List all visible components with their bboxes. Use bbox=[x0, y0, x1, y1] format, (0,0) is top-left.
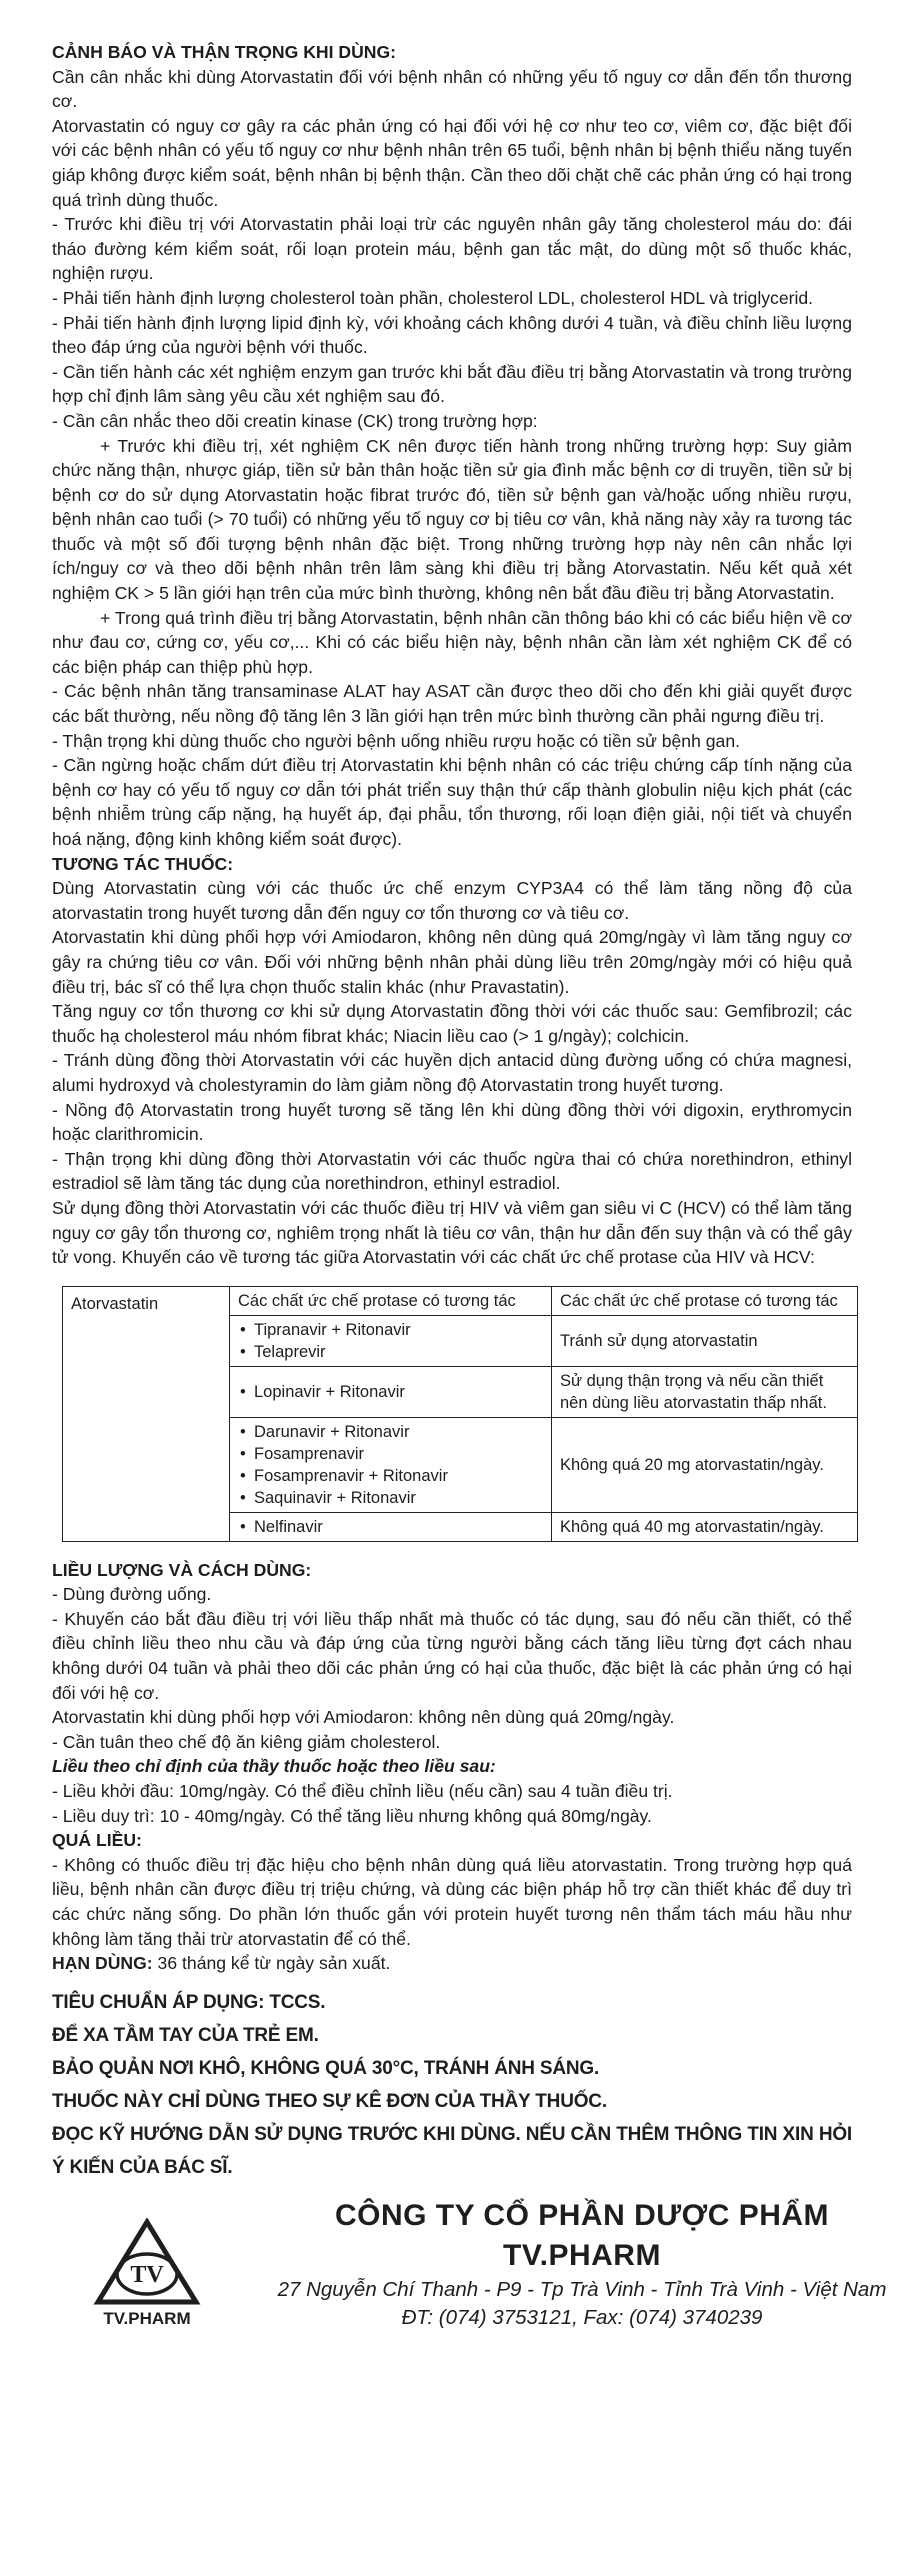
warnings-paragraph: - Cần tiến hành các xét nghiệm enzym gan trước khi bắt đầu điều trị bằng Atorvastatin và trong trường hợp chỉ định lâm sàng yêu cầu xét nghiệm sau đó. bbox=[52, 361, 852, 407]
interactions-paragraph: Tăng nguy cơ tổn thương cơ khi sử dụng Atorvastatin đồng thời với các thuốc sau: Gemfibrozil; các thuốc hạ cholesterol máu nhóm fibrat khác; Niacin liều cao (> 1 g/ngày); colchicin. bbox=[52, 1001, 852, 1046]
warnings-paragraph: - Các bệnh nhân tăng transaminase ALAT hay ASAT cần được theo dõi cho đến khi giải quyết được các bất thường, nếu nồng độ tăng lên 3 lần giới hạn trên mức bình thường cần phải ngưng điều trị. bbox=[52, 681, 852, 727]
notice-read-instructions: ĐỌC KỸ HƯỚNG DẪN SỬ DỤNG TRƯỚC KHI DÙNG. NẾU CẦN THÊM THÔNG TIN XIN HỎI Ý KIẾN CỦA BÁC SĨ. bbox=[52, 2123, 852, 2178]
company-footer bbox=[52, 2196, 887, 2336]
warnings-heading: CẢNH BÁO VÀ THẬN TRỌNG KHI DÙNG: bbox=[52, 42, 397, 62]
interactions-paragraph: - Nồng độ Atorvastatin trong huyết tương sẽ tăng lên khi dùng đồng thời với digoxin, erythromycin hoặc clarithromicin. bbox=[52, 1099, 852, 1145]
table-cell-advice: Sử dụng thận trọng và nếu cần thiết nên dùng liều atorvastatin thấp nhất. bbox=[552, 1366, 858, 1417]
logo-mark: TV bbox=[130, 2261, 164, 2288]
warnings-paragraph: Atorvastatin có nguy cơ gây ra các phản ứng có hại đối với hệ cơ như teo cơ, viêm cơ, đặc biệt đối với các bệnh nhân có yếu tố nguy cơ như bệnh nhân trên 65 tuổi, bệnh nhân bị bệnh thiểu năng tuyến giáp không được kiểm soát, bệnh nhân bị bệnh thận. Cần theo dõi chặt chẽ các phản ứng có hại trong quá trình dùng thuốc. bbox=[52, 115, 852, 210]
dosage-subheading: Liều theo chỉ định của thầy thuốc hoặc theo liều sau: bbox=[52, 1756, 496, 1777]
warnings-paragraph: + Trước khi điều trị, xét nghiệm CK nên được tiến hành trong những trường hợp: Suy giảm chức năng thận, nhược giáp, tiền sử bản thân hoặc tiền sử gia đình mắc bệnh cơ di truyền, tiền sử bị bệnh cơ do sử dụng Atorvastatin hoặc fibrat trước đó, tiền sử bệnh gan và/hoặc uống nhiều rượu, bệnh nhân cao tuổi (> 70 tuổi) có những yếu tố nguy cơ bị tiêu cơ vân, khả năng này xảy ra tương tác thuốc và một số đối tượng bệnh nhân đặc biệt. Trong những trường hợp này nên cân nhắc lợi ích/nguy cơ và theo dõi bệnh nhân trên lâm sàng khi điều trị bằng Atorvastatin. Nếu kết quả xét nghiệm CK > 5 lần giới hạn trên của mức bình thường, không nên bắt đầu điều trị bằng Atorvastatin. bbox=[52, 435, 852, 604]
interactions-paragraph: Sử dụng đồng thời Atorvastatin với các thuốc điều trị HIV và viêm gan siêu vi C (HCV) có thể làm tăng nguy cơ gây tổn thương cơ, nghiêm trọng nhất là tiêu cơ vân, thận hư dẫn đến suy thận và có thể gây tử vong. Khuyến cáo về tương tác giữa Atorvastatin với các chất ức chế protase của HIV và HCV: bbox=[52, 1197, 852, 1268]
warnings-paragraph: - Phải tiến hành định lượng lipid định kỳ, với khoảng cách không dưới 4 tuần, và điều chỉnh liều lượng theo đáp ứng của người bệnh với thuốc. bbox=[52, 312, 852, 358]
drug-item: • Tipranavir + Ritonavir bbox=[238, 1319, 543, 1341]
notice-standard: TIÊU CHUẨN ÁP DỤNG: TCCS. bbox=[52, 1991, 326, 2013]
dosage-paragraph: - Dùng đường uống. bbox=[52, 1584, 212, 1605]
notice-children: ĐỂ XA TẦM TAY CỦA TRẺ EM. bbox=[52, 2024, 319, 2046]
expiry-value: 36 tháng kể từ ngày sản xuất. bbox=[152, 1953, 391, 1974]
drug-item: • Nelfinavir bbox=[238, 1516, 543, 1538]
company-name: CÔNG TY CỔ PHẦN DƯỢC PHẨM TV.PHARM bbox=[334, 2198, 830, 2272]
table-cell-drugs bbox=[230, 1417, 552, 1512]
dosage-paragraph: - Cần tuân theo chế độ ăn kiêng giảm cholesterol. bbox=[52, 1731, 441, 1752]
drug-item: • Lopinavir + Ritonavir bbox=[238, 1381, 543, 1403]
warnings-paragraph: - Trước khi điều trị với Atorvastatin phải loại trừ các nguyên nhân gây tăng cholesterol máu do: đái tháo đường kém kiểm soát, rối loạn protein máu, bệnh gan tắc mật, do dùng một số thuốc khác, nghiện rượu. bbox=[52, 214, 852, 284]
company-address: 27 Nguyễn Chí Thanh - P9 - Tp Trà Vinh - Tỉnh Trà Vinh - Việt Nam bbox=[277, 2277, 887, 2301]
company-block bbox=[262, 2196, 900, 2332]
notice-storage: BẢO QUẢN NƠI KHÔ, KHÔNG QUÁ 30°C, TRÁNH ÁNH SÁNG. bbox=[52, 2057, 600, 2079]
logo-text: TV.PHARM bbox=[103, 2308, 191, 2328]
warnings-paragraph: + Trong quá trình điều trị bằng Atorvastatin, bệnh nhân cần thông báo khi có các biểu hiện về cơ như đau cơ, cứng cơ, yếu cơ,... Khi có các biểu hiện này, bệnh nhân cần làm xét nghiệm CK để có các biện pháp can thiệp phù hợp. bbox=[52, 607, 852, 677]
table-cell-advice: Không quá 20 mg atorvastatin/ngày. bbox=[552, 1417, 858, 1512]
dosage-paragraph: Atorvastatin khi dùng phối hợp với Amiodaron: không nên dùng quá 20mg/ngày. bbox=[52, 1707, 675, 1728]
overdose-heading: QUÁ LIỀU: bbox=[52, 1830, 142, 1851]
dosage-paragraph: - Liều khởi đầu: 10mg/ngày. Có thể điều chỉnh liều (nếu cần) sau 4 tuần điều trị. bbox=[52, 1781, 673, 1802]
interactions-paragraph: Dùng Atorvastatin cùng với các thuốc ức chế enzym CYP3A4 có thể làm tăng nồng độ của atorvastatin trong huyết tương dẫn đến nguy cơ tổn thương cơ và tiêu cơ. bbox=[52, 878, 852, 923]
drug-item: • Fosamprenavir + Ritonavir bbox=[238, 1465, 543, 1487]
dosage-paragraph: - Liều duy trì: 10 - 40mg/ngày. Có thể tăng liều nhưng không quá 80mg/ngày. bbox=[52, 1805, 652, 1826]
drug-item: • Saquinavir + Ritonavir bbox=[238, 1487, 543, 1509]
dosage-heading: LIỀU LƯỢNG VÀ CÁCH DÙNG: bbox=[52, 1559, 312, 1580]
interactions-paragraph: - Tránh dùng đồng thời Atorvastatin với các huyền dịch antacid dùng đường uống có chứa magnesi, alumi hydroxyd và cholestyramin do làm giảm nồng độ Atorvastatin trong huyết tương. bbox=[52, 1050, 852, 1095]
interactions-paragraph: Atorvastatin khi dùng phối hợp với Amiodaron, không nên dùng quá 20mg/ngày vì làm tăng nguy cơ gây ra chứng tiêu cơ vân. Đối với những bệnh nhân phải dùng liều trên 20mg/ngày mới có hiệu quả điều trị, bác sĩ có thể lựa chọn thuốc stalin khác (như Pravastatin). bbox=[52, 927, 852, 997]
table-cell-drugs bbox=[230, 1366, 552, 1417]
drug-item: • Telaprevir bbox=[238, 1341, 543, 1363]
table-cell-drugs bbox=[230, 1315, 552, 1366]
warnings-paragraph: - Phải tiến hành định lượng cholesterol toàn phần, cholesterol LDL, cholesterol HDL và triglycerid. bbox=[52, 287, 814, 308]
table-cell-atorvastatin: Atorvastatin bbox=[63, 1286, 230, 1541]
table-header-row bbox=[63, 1286, 858, 1315]
warnings-paragraph: - Cần cân nhắc theo dõi creatin kinase (CK) trong trường hợp: bbox=[52, 410, 538, 431]
notice-prescription: THUỐC NÀY CHỈ DÙNG THEO SỰ KÊ ĐƠN CỦA THẦY THUỐC. bbox=[52, 2090, 607, 2112]
expiry-line bbox=[52, 1951, 852, 1976]
table-header-cell: Các chất ức chế protase có tương tác bbox=[552, 1286, 858, 1315]
interactions-paragraph: - Thận trọng khi dùng đồng thời Atorvastatin với các thuốc ngừa thai có chứa norethindron, ethinyl estradiol sẽ làm tăng tác dụng của norethindron, ethinyl estradiol. bbox=[52, 1148, 852, 1194]
company-phone: ĐT: (074) 3753121, Fax: (074) 3740239 bbox=[401, 2305, 763, 2329]
overdose-paragraph: - Không có thuốc điều trị đặc hiệu cho bệnh nhân dùng quá liều atorvastatin. Trong trường hợp quá liều, bệnh nhân cần được điều trị triệu chứng, và dùng các biện pháp hỗ trợ cần thiết khác để duy trì các chức năng sống. Do phần lớn thuốc gắn với protein huyết tương nên thẩm tách máu hầu như không làm tăng thải trừ atorvastatin để có thể. bbox=[52, 1854, 852, 1949]
table-cell-advice: Không quá 40 mg atorvastatin/ngày. bbox=[552, 1512, 858, 1541]
drug-item: • Fosamprenavir bbox=[238, 1443, 543, 1465]
protease-interaction-table bbox=[62, 1286, 858, 1542]
table-header-cell: Các chất ức chế protase có tương tác bbox=[230, 1286, 552, 1315]
warnings-paragraph: Cần cân nhắc khi dùng Atorvastatin đối với bệnh nhân có những yếu tố nguy cơ dẫn đến tổn thương cơ. bbox=[52, 66, 852, 112]
interactions-heading: TƯƠNG TÁC THUỐC: bbox=[52, 853, 234, 874]
table-cell-drugs bbox=[230, 1512, 552, 1541]
tv-pharm-logo bbox=[92, 2218, 202, 2328]
expiry-label: HẠN DÙNG: bbox=[52, 1953, 153, 1974]
dosage-paragraph: - Khuyến cáo bắt đầu điều trị với liều thấp nhất mà thuốc có tác dụng, sau đó nếu cần thiết, có thể điều chỉnh liều theo nhu cầu và đáp ứng của từng người bằng cách tăng liều từng đợt cách nhau không dưới 04 tuần và phải theo dõi các phản ứng có hại của thuốc, đặc biệt là các phản ứng có hại đối với hệ cơ. bbox=[52, 1608, 852, 1703]
warnings-paragraph: - Thận trọng khi dùng thuốc cho người bệnh uống nhiều rượu hoặc có tiền sử bệnh gan. bbox=[52, 730, 741, 751]
warnings-paragraph: - Cần ngừng hoặc chấm dứt điều trị Atorvastatin khi bệnh nhân có các triệu chứng cấp tính nặng của bệnh cơ hay có yếu tố nguy cơ dẫn tới phát triển suy thận thứ cấp thành globulin niệu kịch phát (các bệnh nhiễm trùng cấp nặng, hạ huyết áp, đại phẫu, tổn thương, rối loạn điện giải, nội tiết và chuyển hoá nặng, động kinh không kiểm soát được). bbox=[52, 755, 852, 849]
drug-item: • Darunavir + Ritonavir bbox=[238, 1421, 543, 1443]
table-cell-advice: Tránh sử dụng atorvastatin bbox=[552, 1315, 858, 1366]
